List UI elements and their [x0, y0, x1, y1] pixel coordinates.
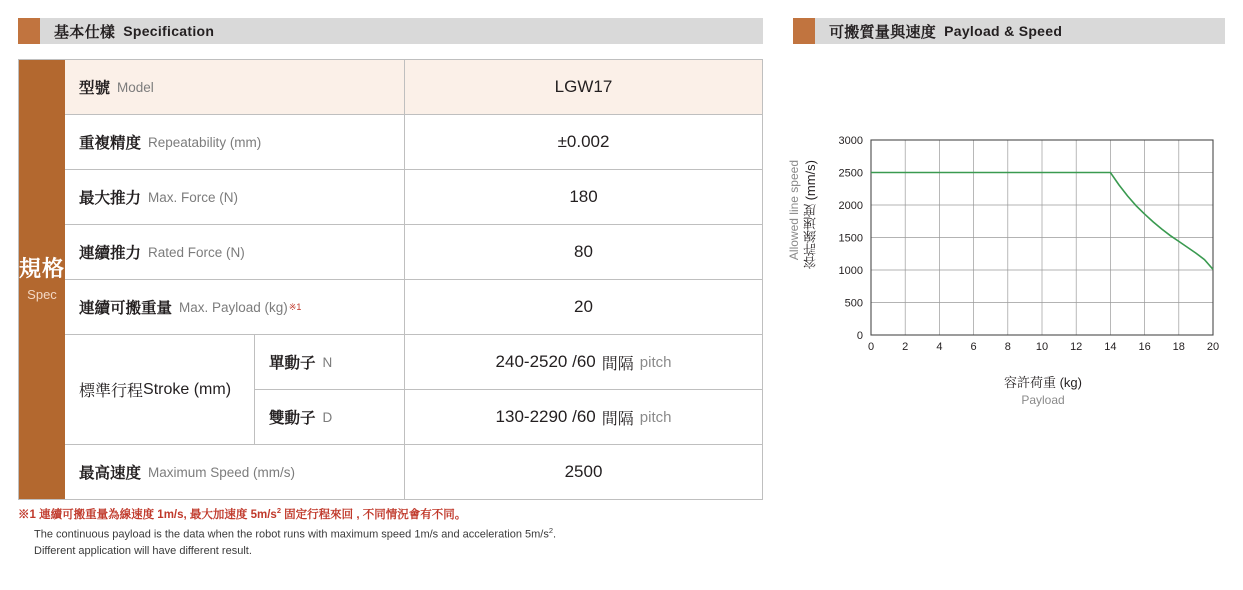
svg-text:2500: 2500 [838, 167, 863, 180]
row-label [65, 225, 405, 279]
footnote-line-2-text: The continuous payload is the data when the robot runs with maximum speed 1m/s and acceleration 5m/s [34, 528, 549, 541]
svg-text:20: 20 [1206, 341, 1220, 353]
svg-text:18: 18 [1172, 341, 1185, 353]
table-row [65, 225, 762, 280]
footnote-line-2-sup: 2 [548, 525, 554, 535]
chart-x-axis-title-cn: 容許荷重 (kg) [1003, 375, 1082, 390]
footnote-marker: ※1 [18, 508, 36, 521]
row-value-en: pitch [639, 353, 672, 371]
table-row [65, 115, 762, 170]
row-value-en: pitch [639, 408, 672, 426]
svg-text:8: 8 [1004, 341, 1011, 353]
payload-header-en: Payload & Speed [944, 23, 1063, 39]
svg-text:4: 4 [936, 341, 943, 353]
row-value-number: 130-2290 /60 [495, 407, 596, 426]
svg-text:14: 14 [1104, 341, 1117, 353]
row-label [255, 390, 405, 444]
svg-text:2: 2 [902, 341, 909, 353]
table-row [255, 390, 762, 444]
row-label [65, 280, 405, 334]
stroke-subrows [255, 335, 762, 444]
row-label-cn: 雙動子 [269, 410, 316, 427]
row-value-cn: 間隔 [601, 355, 634, 373]
accent-bar [18, 18, 40, 44]
row-label-en: Stroke (mm) [143, 380, 232, 398]
row-value-number: 240-2520 /60 [495, 352, 596, 371]
svg-text:12: 12 [1070, 341, 1083, 353]
svg-text:500: 500 [844, 297, 863, 310]
row-label [255, 335, 405, 389]
row-label [65, 335, 255, 444]
row-label-cn: 最大推力 [79, 190, 142, 207]
table-row [65, 60, 762, 115]
row-label-cn: 重複精度 [79, 135, 142, 152]
table-row [65, 445, 762, 499]
row-value: 20 [574, 297, 593, 316]
row-value [405, 390, 762, 444]
row-label-en: Max. Payload (kg) [179, 299, 288, 315]
footnote-line-1-sup: 2 [276, 506, 281, 515]
chart-x-axis-title-en: Payload [1021, 393, 1065, 407]
row-label-cn: 單動子 [269, 355, 316, 372]
row-value [405, 335, 762, 389]
specification-table [18, 59, 763, 500]
svg-text:0: 0 [856, 330, 863, 342]
payload-header-cjk: 可搬質量與速度 [829, 23, 937, 41]
row-label-cn: 連續可搬重量 [79, 300, 173, 317]
row-value-cn: 間隔 [601, 410, 634, 428]
row-label-en: Repeatability (mm) [148, 134, 262, 150]
row-value: 180 [569, 187, 598, 206]
row-label-cn: 型號 [79, 80, 111, 97]
row-label-cn: 標準行程 [79, 383, 144, 400]
row-label-en: Max. Force (N) [148, 189, 239, 205]
footnote-line-1-tail: 固定行程來回 , 不同情況會有不同。 [280, 508, 467, 521]
spec-header-cjk: 基本仕樣 [54, 23, 116, 41]
row-label-en: Maximum Speed (mm/s) [148, 464, 296, 480]
svg-text:1000: 1000 [838, 265, 863, 277]
spec-side-label [19, 60, 65, 499]
payload-section-header [793, 18, 1225, 44]
row-label [65, 60, 405, 114]
footnote-line-3: Different application will have different result. [34, 545, 252, 558]
row-label [65, 115, 405, 169]
footnote-block [18, 505, 778, 560]
svg-text:6: 6 [970, 341, 977, 353]
accent-bar [793, 18, 815, 44]
row-value: 80 [574, 242, 593, 261]
spec-rows [65, 60, 762, 499]
table-row [65, 280, 762, 335]
chart-tick-labels [839, 135, 1220, 353]
svg-text:2000: 2000 [838, 200, 863, 212]
svg-text:16: 16 [1138, 341, 1151, 353]
table-row-stroke [65, 335, 762, 445]
row-label-cn: 最高速度 [79, 465, 142, 482]
footnote-marker: ※1 [288, 301, 302, 312]
footnote-line-2-tail: . [553, 528, 557, 541]
table-row [65, 170, 762, 225]
chart-y-axis-title-cn: 容許線速度 (mm/s) [803, 160, 818, 270]
chart-gridlines [871, 140, 1213, 335]
row-value: 2500 [564, 462, 603, 481]
row-label-en: N [322, 354, 333, 370]
spec-header-text [40, 18, 214, 44]
spec-side-label-en: Spec [27, 286, 57, 302]
row-label [65, 170, 405, 224]
row-label-en: Model [117, 79, 154, 95]
chart-y-axis-title-en: Allowed line speed [787, 160, 801, 261]
chart-plot-area [793, 120, 1233, 380]
footnote-line-1 [18, 505, 778, 525]
spec-section-header [18, 18, 763, 44]
footnote-line-1-text: 連續可搬重量為線速度 1m/s, 最大加速度 5m/s [35, 508, 277, 521]
svg-text:10: 10 [1035, 341, 1049, 353]
row-label-cn: 連續推力 [79, 245, 142, 262]
chart-x-axis-title [913, 372, 1173, 407]
table-row [255, 335, 762, 390]
spec-side-label-cn: 規格 [19, 256, 66, 282]
row-value: LGW17 [554, 77, 613, 96]
footnote-line-2 [34, 525, 778, 544]
row-label-en: D [322, 409, 333, 425]
payload-header-text [815, 18, 1062, 44]
row-label-en: Rated Force (N) [148, 244, 245, 260]
row-value: ±0.002 [557, 132, 610, 151]
spec-header-en: Specification [123, 23, 215, 39]
svg-text:0: 0 [867, 341, 875, 353]
payload-speed-chart [787, 120, 1233, 440]
svg-text:3000: 3000 [838, 135, 863, 147]
row-label [65, 445, 405, 499]
svg-text:1500: 1500 [838, 232, 863, 245]
